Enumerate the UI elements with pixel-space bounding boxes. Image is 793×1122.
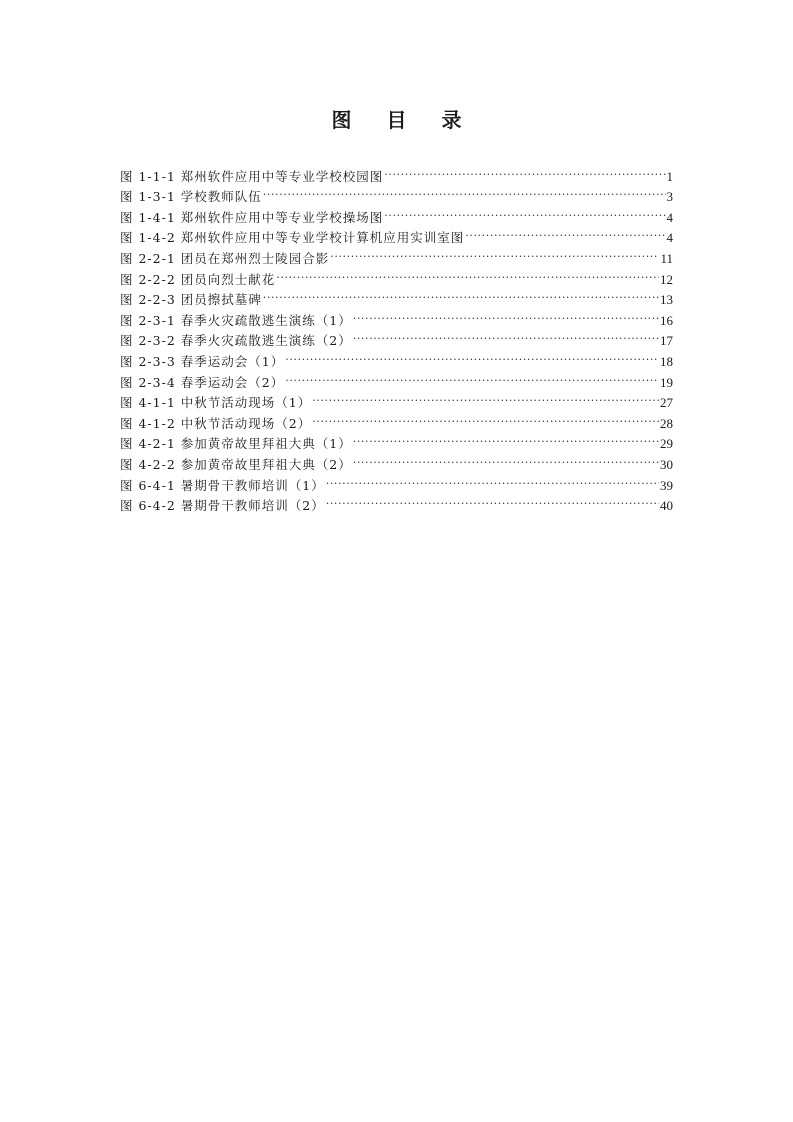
entry-label: 图 2-3-4 春季运动会（2） (120, 374, 285, 390)
entry-page-number: 40 (660, 498, 673, 514)
entry-page-number: 4 (666, 209, 673, 225)
dot-leader (353, 325, 659, 346)
entry-page-number: 28 (660, 415, 673, 431)
dot-leader (330, 242, 659, 263)
dot-leader (465, 222, 665, 243)
entry-page-number: 12 (660, 271, 673, 287)
entry-page-number: 18 (660, 353, 673, 369)
entry-page-number: 17 (660, 333, 673, 349)
entry-label: 图 4-1-1 中秋节活动现场（1） (120, 395, 312, 411)
entry-page-number: 1 (666, 168, 673, 184)
dot-leader (263, 284, 659, 305)
dot-leader (326, 469, 659, 490)
dot-leader (326, 490, 659, 511)
entry-label: 图 6-4-1 暑期骨干教师培训（1） (120, 477, 325, 493)
entry-page-number: 3 (666, 189, 673, 205)
dot-leader (353, 448, 659, 469)
entry-page-number: 30 (660, 456, 673, 472)
page-title: 图 目 录 (331, 108, 476, 132)
entry-page-number: 4 (666, 230, 673, 246)
dot-leader (353, 304, 659, 325)
dot-leader (312, 387, 659, 408)
entry-label: 图 4-2-1 参加黄帝故里拜祖大典（1） (120, 436, 352, 452)
entry-label: 图 1-1-1 郑州软件应用中等专业学校校园图 (120, 168, 384, 184)
entry-page-number: 39 (660, 477, 673, 493)
entry-label: 图 1-3-1 学校教师队伍 (120, 189, 262, 205)
entry-page-number: 19 (660, 374, 673, 390)
entry-page-number: 29 (660, 436, 673, 452)
entry-label: 图 2-3-2 春季火灾疏散逃生演练（2） (120, 333, 352, 349)
entry-page-number: 16 (660, 312, 673, 328)
entry-page-number: 13 (660, 292, 673, 308)
dot-leader (276, 263, 659, 284)
dot-leader (285, 366, 659, 387)
entry-label: 图 4-1-2 中秋节活动现场（2） (120, 415, 312, 431)
entry-page-number: 27 (660, 395, 673, 411)
entry-label: 图 2-3-3 春季运动会（1） (120, 353, 285, 369)
dot-leader (312, 407, 659, 428)
entry-label: 图 2-2-3 团员擦拭墓碑 (120, 292, 262, 308)
dot-leader (263, 181, 666, 202)
entry-label: 图 1-4-2 郑州软件应用中等专业学校计算机应用实训室图 (120, 230, 465, 246)
entry-label: 图 6-4-2 暑期骨干教师培训（2） (120, 498, 325, 514)
dot-leader (353, 428, 659, 449)
entry-page-number: 11 (660, 250, 673, 266)
dot-leader (384, 160, 665, 181)
dot-leader (285, 345, 659, 366)
entry-label: 图 1-4-1 郑州软件应用中等专业学校操场图 (120, 209, 384, 225)
entry-label: 图 2-2-2 团员向烈士献花 (120, 271, 276, 287)
figure-list (120, 160, 673, 514)
dot-leader (384, 201, 665, 222)
entry-label: 图 2-2-1 团员在郑州烈士陵园合影 (120, 250, 330, 266)
entry-label: 图 2-3-1 春季火灾疏散逃生演练（1） (120, 312, 352, 328)
entry-label: 图 4-2-2 参加黄帝故里拜祖大典（2） (120, 456, 352, 472)
list-item[interactable] (120, 160, 673, 184)
